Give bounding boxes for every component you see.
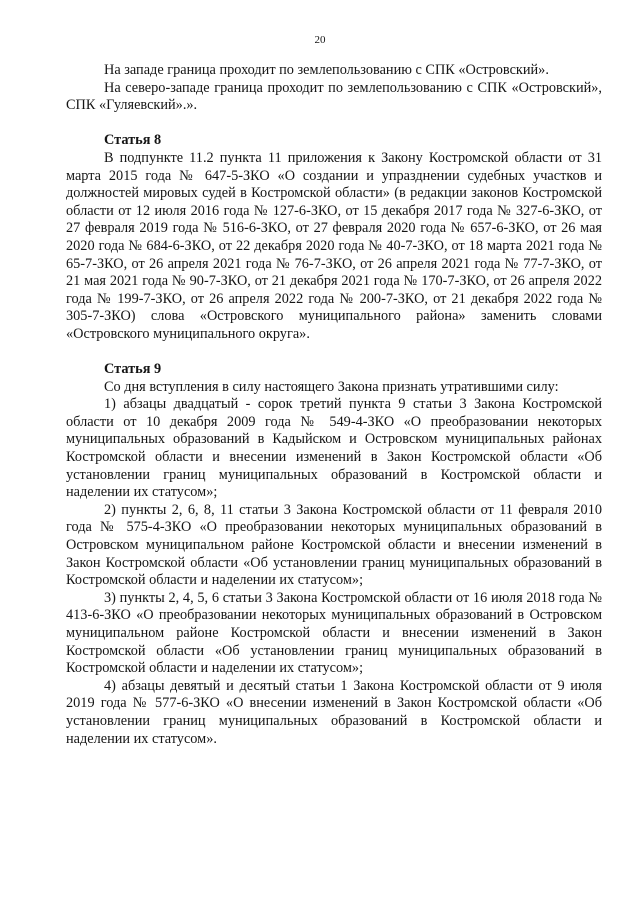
spacer (66, 344, 602, 362)
article-8-text: В подпункте 11.2 пункта 11 приложения к Закону Костромской области от 31 марта 2015 года № 647-5-ЗКО «О создании и упразднении судебных участков и должностей мировых судей в Костромской области» (в редакции законов Костромской области от 12 июля 2016 года № 127-6-ЗКО, от 15 декабря 2017 года № 327-6-ЗКО, от 27 февраля 2019 года № 516-6-ЗКО, от 27 февраля 2020 года № 657-6-ЗКО, от 26 мая 2020 года № 684-6-ЗКО, от 22 декабря 2020 года № 40-7-ЗКО, от 18 марта 2021 года № 65-7-ЗКО, от 26 апреля 2021 года № 76-7-ЗКО, от 26 апреля 2021 года № 77-7-ЗКО, от 21 мая 2021 года № 90-7-ЗКО, от 21 декабря 2021 года № 170-7-ЗКО, от 26 апреля 2022 года № 199-7-ЗКО, от 26 апреля 2022 года № 200-7-ЗКО, от 21 декабря 2022 года № 305-7-ЗКО) слова «Островского муниципального района» заменить словами «Островского муниципального округа». (66, 149, 602, 342)
article-9-item: 4) абзацы девятый и десятый статьи 1 Закона Костромской области от 9 июля 2019 года № 577-6-ЗКО «О внесении изменений в Закон Костромской области «Об установлении границ муниципальных образований в Костромской области и наделении их статусом». (66, 677, 602, 747)
intro-paragraph: На западе граница проходит по землепользованию с СПК «Островский». (104, 62, 549, 78)
article-9-item: 3) пункты 2, 4, 5, 6 статьи 3 Закона Костромской области от 16 июля 2018 года № 413-6-ЗКО «О преобразовании некоторых муниципальных образований в Островском муниципальном районе Костромской области и внесении изменений в Закон Костромской области «Об установлении границ муниципальных образований в Костромской области и наделении их статусом»; (66, 589, 602, 677)
article-9-heading: Статья 9 (104, 361, 162, 378)
page-number: 20 (314, 34, 326, 46)
document-body (66, 62, 602, 748)
intro-paragraph: На северо-западе граница проходит по землепользованию с СПК «Островский», СПК «Гуляевский».». (66, 79, 602, 114)
spacer (66, 115, 602, 133)
article-8-heading: Статья 8 (104, 132, 162, 149)
article-9-item: 2) пункты 2, 6, 8, 11 статьи 3 Закона Костромской области от 11 февраля 2010 года № 575-4-ЗКО «О преобразовании некоторых муниципальных образований в Островском муниципальном районе Костромской области и внесении изменений в Закон Костромской области «Об установлении границ муниципальных образований в Костромской области и наделении их статусом»; (66, 501, 602, 589)
article-9-item: 1) абзацы двадцатый - сорок третий пункта 9 статьи 3 Закона Костромской области от 10 декабря 2009 года № 549-4-ЗКО «О преобразовании некоторых муниципальных образований в Кадыйском и Островском муниципальных районах Костромской области и внесении изменений в Закон Костромской области «Об установлении границ муниципальных образований в Костромской области и наделении их статусом»; (66, 396, 602, 501)
article-9-lead: Со дня вступления в силу настоящего Закона признать утратившими силу: (104, 378, 559, 395)
